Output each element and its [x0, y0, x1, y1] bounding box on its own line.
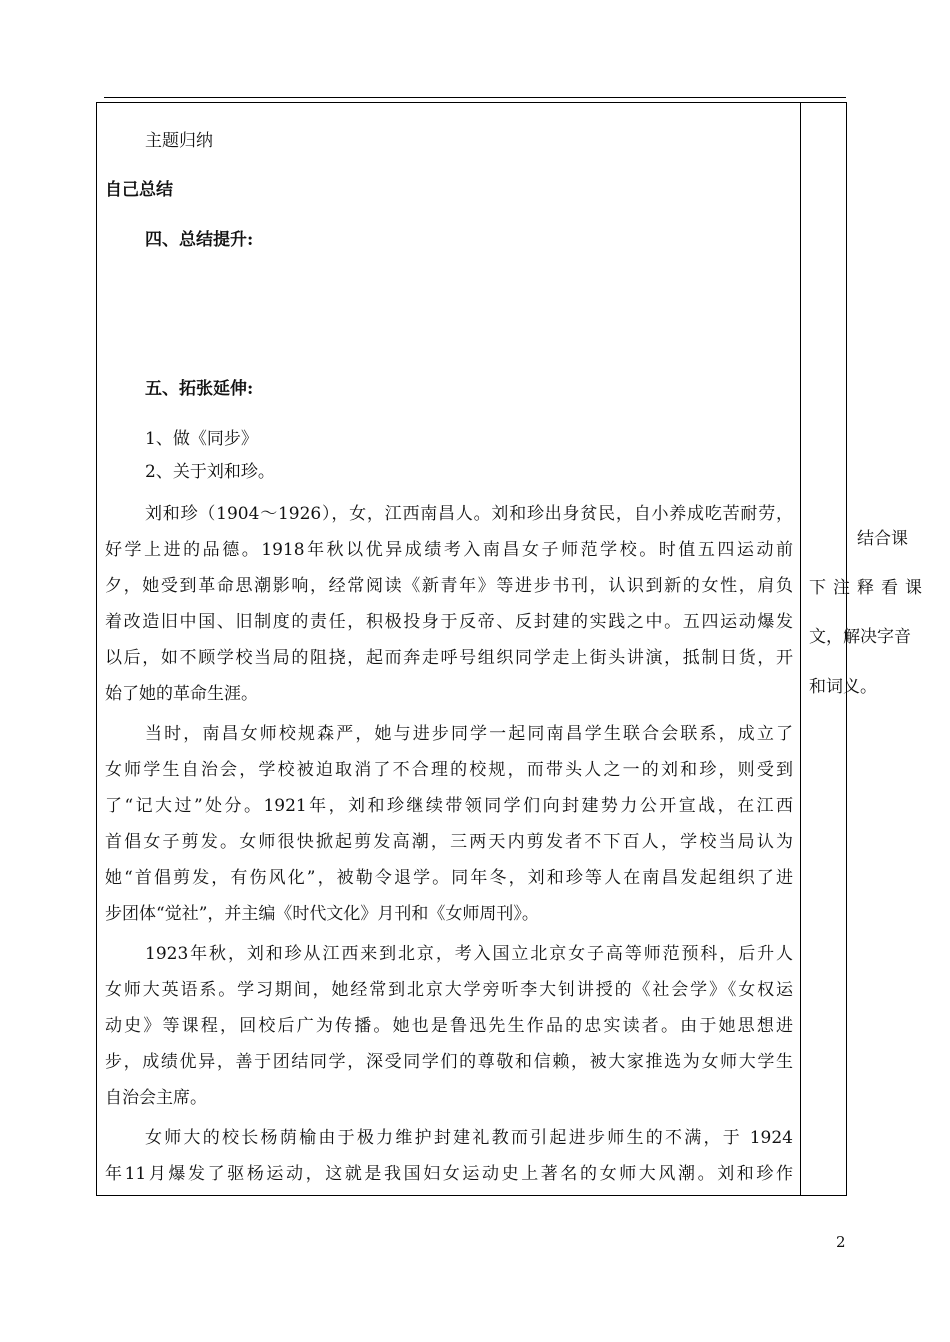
heading-section-four: 四、总结提升: — [145, 230, 254, 250]
paragraph-3-line: 动史》等课程，回校后广为传播。她也是鲁迅先生作品的忠实读者。由于她思想进 — [105, 1016, 793, 1036]
paragraph-2-line: 步团体“觉社”，并主编《时代文化》月刊和《女师周刊》。 — [105, 904, 539, 924]
paragraph-1-line: 夕，她受到革命思潮影响，经常阅读《新青年》等进步书刊，认识到新的女性，肩负 — [105, 576, 793, 596]
list-item-1: 1、做《同步》 — [145, 429, 258, 449]
paragraph-2-line: 她“首倡剪发，有伤风化”，被勒令退学。同年冬，刘和珍等人在南昌发起组织了进 — [105, 868, 793, 888]
lesson-table — [96, 102, 929, 1196]
heading-self-summary: 自己总结 — [105, 180, 173, 200]
paragraph-3-line: 女师大英语系。学习期间，她经常到北京大学旁听李大钊讲授的《社会学》《女权运 — [105, 980, 793, 1000]
paragraph-2-line: 女师学生自治会，学校被迫取消了不合理的校规，而带头人之一的刘和珍，则受到 — [105, 760, 793, 780]
list-item-2: 2、关于刘和珍。 — [145, 462, 275, 482]
paragraph-2-line: 了“记大过”处分。1921年，刘和珍继续带领同学们向封建势力公开宣战，在江西 — [105, 796, 793, 816]
paragraph-3-line: 步，成绩优异，善于团结同学，深受同学们的尊敬和信赖，被大家推选为女师大学生 — [105, 1052, 793, 1072]
paragraph-1-line: 始了她的革命生涯。 — [105, 684, 258, 704]
paragraph-2-line: 首倡女子剪发。女师很快掀起剪发高潮，三两天内剪发者不下百人，学校当局认为 — [105, 832, 793, 852]
column-divider — [800, 103, 801, 1195]
paragraph-1-line: 着改造旧中国、旧制度的责任，积极投身于反帝、反封建的实践之中。五四运动爆发 — [105, 612, 793, 632]
header-rule — [104, 97, 846, 98]
paragraph-1-line: 以后，如不顾学校当局的阻挠，起而奔走呼号组织同学走上街头讲演，抵制日货，开 — [105, 648, 793, 668]
paragraph-1-line: 好学上进的品德。1918年秋以优异成绩考入南昌女子师范学校。时值五四运动前 — [105, 540, 793, 560]
paragraph-4-line: 女师大的校长杨荫榆由于极力维护封建礼教而引起进步师生的不满，于 1924 — [145, 1128, 793, 1148]
side-note-line: 文，解决字音 — [809, 627, 911, 647]
side-note-line: 结合课 — [857, 529, 908, 549]
paragraph-3-line: 1923年秋，刘和珍从江西来到北京，考入国立北京女子高等师范预科，后升人 — [145, 944, 793, 964]
heading-theme: 主题归纳 — [145, 131, 213, 151]
paragraph-4-line: 年11月爆发了驱杨运动，这就是我国妇女运动史上著名的女师大风潮。刘和珍作 — [105, 1164, 793, 1184]
paragraph-3-line: 自治会主席。 — [105, 1088, 207, 1108]
heading-section-five: 五、拓张延伸: — [145, 379, 254, 399]
paragraph-1-line: 刘和珍（1904～1926），女，江西南昌人。刘和珍出身贫民，自小养成吃苦耐劳， — [145, 504, 793, 524]
side-note-line: 下注释看课 — [809, 578, 929, 598]
paragraph-2-line: 当时，南昌女师校规森严，她与进步同学一起同南昌学生联合会联系，成立了 — [145, 724, 793, 744]
side-note-line: 和词义。 — [809, 677, 877, 697]
page-number: 2 — [836, 1233, 846, 1251]
